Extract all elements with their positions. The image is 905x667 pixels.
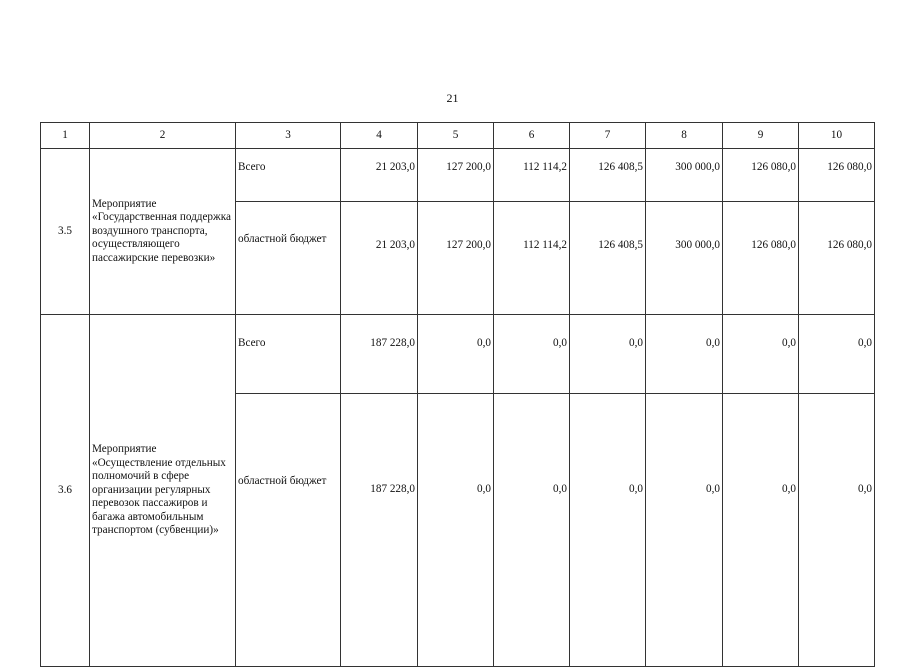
value-cell: 21 203,0 [341,202,418,315]
header-row [41,123,875,149]
value-cell: 0,0 [646,315,723,394]
value-cell: 112 114,2 [494,149,570,202]
value-cell: 0,0 [570,315,646,394]
column-header: 3 [236,123,341,149]
value-cell: 112 114,2 [494,202,570,315]
value-cell: 126 080,0 [723,149,799,202]
column-header: 4 [341,123,418,149]
value-cell: 126 080,0 [799,202,875,315]
column-header: 6 [494,123,570,149]
value-cell: 0,0 [723,315,799,394]
funding-source: областной бюджет [236,202,341,315]
value-cell: 0,0 [494,394,570,667]
value-cell: 126 080,0 [799,149,875,202]
funding-source: Всего [236,315,341,394]
value-cell: 127 200,0 [418,149,494,202]
column-header: 10 [799,123,875,149]
value-cell: 127 200,0 [418,202,494,315]
table-row [41,149,875,202]
funding-source: Всего [236,149,341,202]
column-header: 8 [646,123,723,149]
value-cell: 0,0 [799,394,875,667]
value-cell: 0,0 [570,394,646,667]
row-number: 3.6 [41,315,90,667]
value-cell: 0,0 [799,315,875,394]
value-cell: 300 000,0 [646,149,723,202]
column-header: 5 [418,123,494,149]
value-cell: 126 080,0 [723,202,799,315]
value-cell: 126 408,5 [570,202,646,315]
column-header: 9 [723,123,799,149]
row-number: 3.5 [41,149,90,315]
value-cell: 21 203,0 [341,149,418,202]
funding-source: областной бюджет [236,394,341,667]
measure-name: Мероприятие «Осуществление отдельных полномочий в сфере организации регулярных перевозок пассажиров и багажа автомобильным транспортом (субвенции)» [90,315,236,667]
budget-table [40,122,875,667]
value-cell: 187 228,0 [341,394,418,667]
column-header: 2 [90,123,236,149]
value-cell: 187 228,0 [341,315,418,394]
value-cell: 300 000,0 [646,202,723,315]
measure-name: Мероприятие «Государственная поддержка воздушного транспорта, осуществляющего пассажирские перевозки» [90,149,236,315]
column-header: 1 [41,123,90,149]
value-cell: 0,0 [646,394,723,667]
column-header: 7 [570,123,646,149]
table-row [41,315,875,394]
value-cell: 0,0 [723,394,799,667]
value-cell: 0,0 [418,394,494,667]
value-cell: 0,0 [494,315,570,394]
page-number: 21 [446,91,459,105]
value-cell: 0,0 [418,315,494,394]
value-cell: 126 408,5 [570,149,646,202]
